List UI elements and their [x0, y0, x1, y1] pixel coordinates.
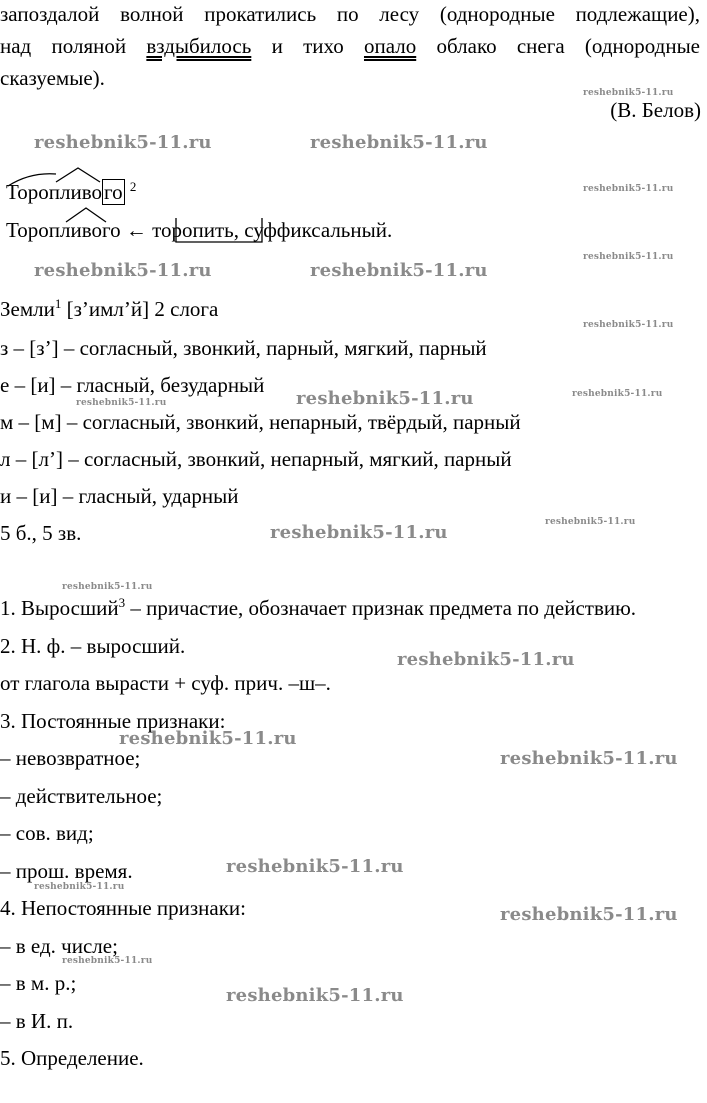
suffix-cap [56, 168, 100, 182]
phonetic-sup: 1 [54, 296, 62, 311]
part-p1-sup: 3 [118, 595, 126, 610]
phonetic-row: з – [з’] – согласный, звонкий, парный, мягкий, парный [0, 336, 487, 360]
watermark: reshebnik5-11.ru [119, 728, 297, 749]
part-p1 [0, 596, 636, 620]
part-const-item: – прош. время. [0, 859, 133, 883]
part-const-item: – сов. вид; [0, 821, 94, 845]
deriv-arrow: ← [125, 218, 147, 242]
deriv-word: Торопливого [6, 218, 121, 242]
part-const-item: – действительное; [0, 784, 163, 808]
watermark: reshebnik5-11.ru [62, 582, 153, 592]
phonetic-row: и – [и] – гласный, ударный [0, 484, 239, 508]
phonetic-word: Земли [0, 297, 55, 321]
author: (В. Белов) [610, 98, 701, 122]
watermark: reshebnik5-11.ru [500, 904, 678, 925]
watermark: reshebnik5-11.ru [34, 132, 212, 153]
part-p4: 4. Непостоянные признаки: [0, 896, 246, 920]
intro-line-2-pre: над поляной [0, 34, 147, 58]
watermark: reshebnik5-11.ru [583, 184, 674, 194]
watermark: reshebnik5-11.ru [296, 388, 474, 409]
watermark: reshebnik5-11.ru [34, 882, 125, 892]
intro-line-2-mid: и тихо [251, 34, 364, 58]
morph-ending: го [103, 180, 123, 204]
watermark: reshebnik5-11.ru [76, 398, 167, 408]
predicate-1: вздыбилось [146, 34, 252, 58]
watermark: reshebnik5-11.ru [62, 956, 153, 966]
watermark: reshebnik5-11.ru [572, 389, 663, 399]
part-const-item: – невозвратное; [0, 746, 141, 770]
morph-mark: 2 [129, 179, 137, 194]
intro-line-1: запоздалой волной прокатились по лесу (однородные подлежащие), [0, 2, 700, 26]
watermark: reshebnik5-11.ru [34, 260, 212, 281]
part-p1-post: – причастие, обозначает признак предмета по действию. [125, 596, 637, 620]
phonetic-summary: 5 б., 5 зв. [0, 521, 82, 545]
part-var-item: – в ед. числе; [0, 934, 118, 958]
intro-line-2-post: облако снега (однородные [416, 34, 700, 58]
phonetic-transcription: [з’имл’й] 2 слога [61, 297, 219, 321]
part-p2b: от глагола вырасти + суф. прич. –ш–. [0, 671, 331, 695]
deriv-rest: , суффиксальный. [233, 218, 393, 242]
watermark: reshebnik5-11.ru [270, 522, 448, 543]
watermark: reshebnik5-11.ru [226, 985, 404, 1006]
part-var-item: – в И. п. [0, 1009, 74, 1033]
watermark: reshebnik5-11.ru [310, 260, 488, 281]
morph-stem: Торопливо [6, 180, 102, 204]
part-p1-pre: 1. Выросший [0, 596, 119, 620]
phonetic-row: м – [м] – согласный, звонкий, непарный, твёрдый, парный [0, 410, 521, 434]
part-p2: 2. Н. ф. – выросший. [0, 634, 186, 658]
part-var-item: – в м. р.; [0, 971, 77, 995]
intro-line-3: сказуемые). [0, 66, 105, 90]
morph-arcs [0, 164, 150, 188]
part-p5: 5. Определение. [0, 1046, 144, 1070]
watermark: reshebnik5-11.ru [500, 748, 678, 769]
part-p3: 3. Постоянные признаки: [0, 709, 226, 733]
deriv-source: торопить [152, 218, 234, 242]
watermark: reshebnik5-11.ru [226, 856, 404, 877]
phonetic-row: л – [л’] – согласный, звонкий, непарный, мягкий, парный [0, 447, 512, 471]
watermark: reshebnik5-11.ru [545, 517, 636, 527]
predicate-2: опало [363, 34, 417, 58]
deriv-marks [0, 200, 300, 246]
phonetic-header [0, 297, 218, 321]
watermark: reshebnik5-11.ru [583, 320, 674, 330]
intro-line-2 [0, 34, 700, 58]
deriv-stem-bracket [176, 218, 262, 242]
watermark: reshebnik5-11.ru [397, 649, 575, 670]
watermark: reshebnik5-11.ru [310, 132, 488, 153]
phonetic-row: е – [и] – гласный, безударный [0, 373, 265, 397]
watermark: reshebnik5-11.ru [583, 88, 674, 98]
deriv-suffix-cap [66, 208, 106, 222]
root-arc [8, 174, 56, 186]
watermark: reshebnik5-11.ru [583, 252, 674, 262]
